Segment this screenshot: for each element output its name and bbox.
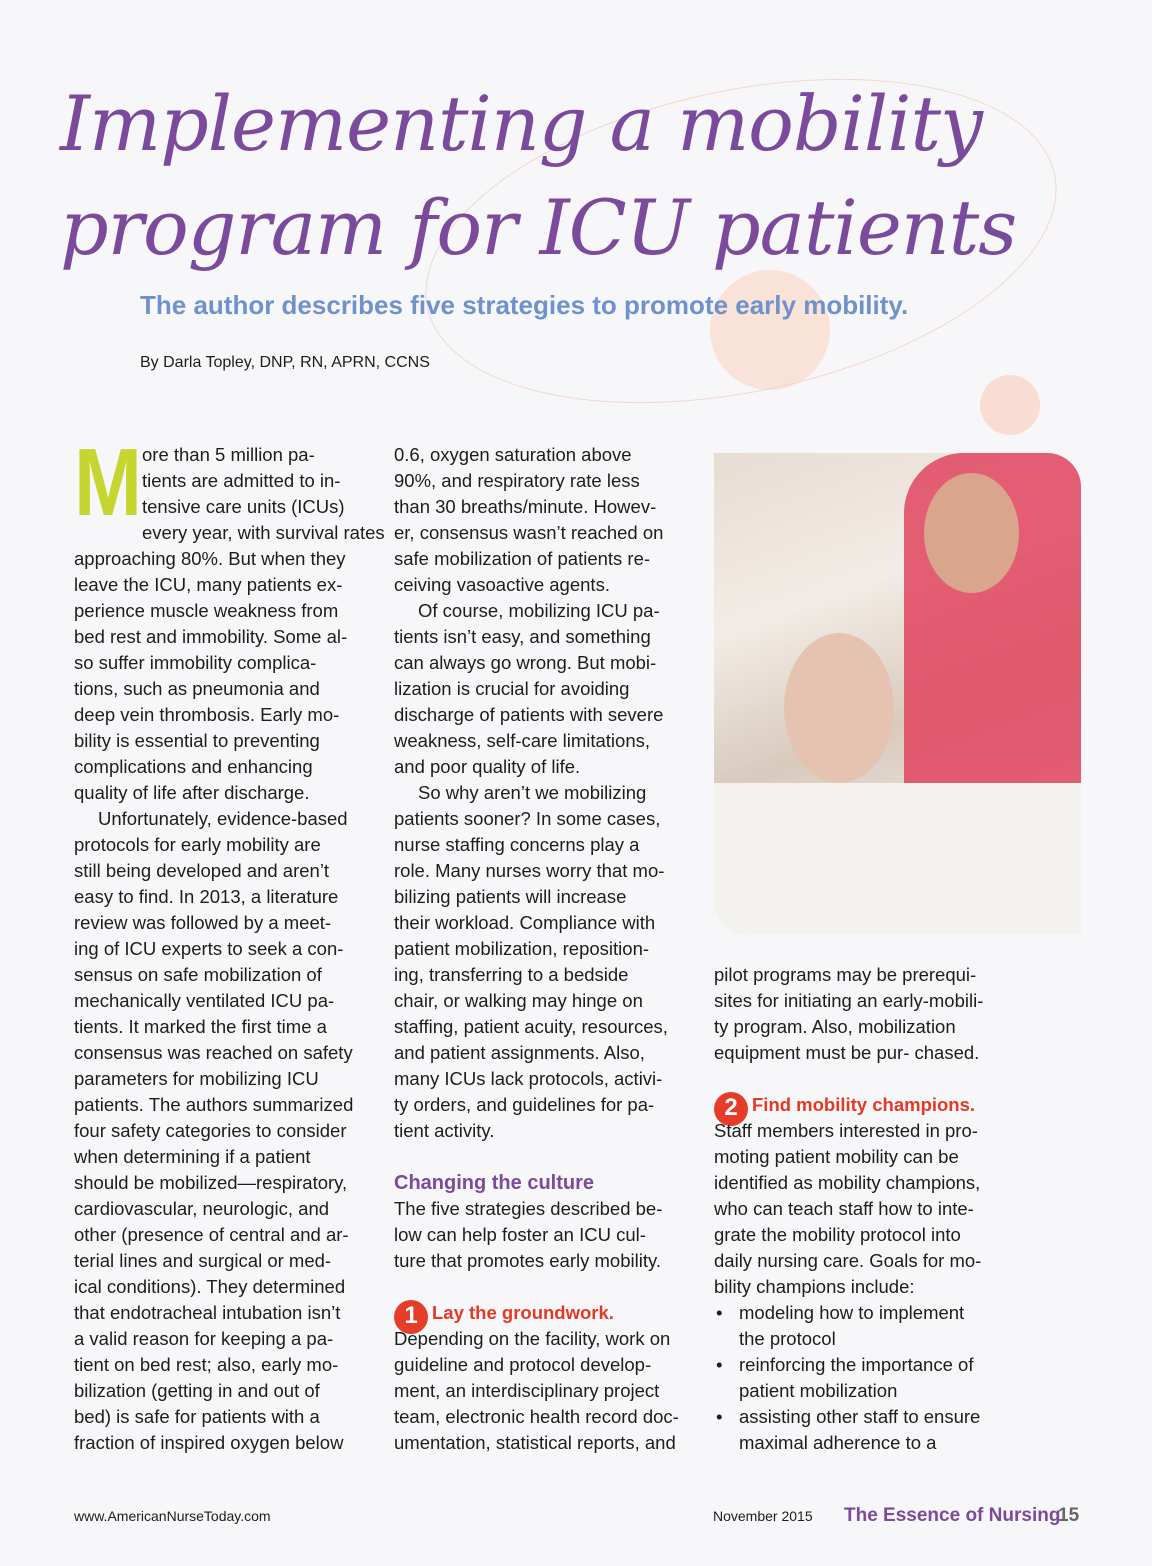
text-line-content: four safety categories to consider [74,1120,347,1141]
text-line [394,572,694,598]
text-line-content: guideline and protocol develop- [394,1354,652,1375]
text-line [394,858,694,884]
spacer [394,1144,694,1170]
text-line-content: patient mobilization [739,1380,898,1401]
text-line-content: ing of ICU experts to seek a con- [74,938,344,959]
text-line-content: ture that promotes early mobility. [394,1250,661,1271]
text-line [74,702,374,728]
text-line [394,1222,694,1248]
text-line-content: can always go wrong. But mobi- [394,652,657,673]
text-line-content: umentation, statistical reports, and [394,1432,676,1453]
text-line [714,1144,1014,1170]
text-line-content: ceiving vasoactive agents. [394,574,610,595]
drop-cap: M [74,429,142,536]
text-line-content: daily nursing care. Goals for mo- [714,1250,982,1271]
text-line-content: cardiovascular, neurologic, and [74,1198,330,1219]
text-line [394,1040,694,1066]
text-line [74,546,374,572]
text-line [74,1248,374,1274]
strategy-number-badge: 2 [714,1092,748,1126]
text-line-content: protocols for early mobility are [74,834,321,855]
text-line [394,884,694,910]
bullet-icon: • [716,1354,723,1375]
text-line-content: quality of life after discharge. [74,782,310,803]
text-line-content: perience muscle weakness from [74,600,339,621]
text-line [74,988,374,1014]
text-line [74,1040,374,1066]
footer-url: www.AmericanNurseToday.com [74,1508,271,1524]
text-line-content: low can help foster an ICU cul- [394,1224,646,1245]
text-line [714,1378,1014,1404]
text-line-content: team, electronic health record doc- [394,1406,679,1427]
text-line-content: maximal adherence to a [739,1432,937,1453]
text-line [394,1014,694,1040]
text-line-content: deep vein thrombosis. Early mo- [74,704,340,725]
text-line-content: discharge of patients with severe [394,704,664,725]
text-line [394,1248,694,1274]
spacer [394,1274,694,1300]
text-line-content: and poor quality of life. [394,756,581,777]
section-heading [394,1300,694,1329]
text-line-content: patient mobilization, reposition- [394,938,650,959]
text-line-content: bilization (getting in and out of [74,1380,320,1401]
text-line [394,468,694,494]
text-line-content: mechanically ventilated ICU pa- [74,990,335,1011]
text-line-content: tients are admitted to in- [142,470,341,491]
text-line-content: parameters for mobilizing ICU [74,1068,319,1089]
text-line-content: a valid reason for keeping a pa- [74,1328,334,1349]
text-line [394,546,694,572]
text-line [74,1378,374,1404]
text-line-content: ment, an interdisciplinary project [394,1380,660,1401]
text-column-1 [74,429,385,1456]
text-line-content: modeling how to implement [739,1302,965,1323]
text-line-content: ical conditions). They determined [74,1276,346,1297]
text-line [74,1014,374,1040]
text-line-content: nurse staffing concerns play a [394,834,640,855]
text-line-content: and patient assignments. Also, [394,1042,645,1063]
text-line [394,442,694,468]
text-line-content: 0.6, oxygen saturation above [394,444,632,465]
strategy-number-badge: 1 [394,1300,428,1334]
text-line [394,1118,694,1144]
text-line-content: consensus was reached on safety [74,1042,353,1063]
text-line-content: bed rest and immobility. Some al- [74,626,348,647]
text-line-content: grate the mobility protocol into [714,1224,961,1245]
text-line-content: Find mobility champions. [752,1094,976,1115]
text-line [74,754,374,780]
text-line-content: The five strategies described be- [394,1198,663,1219]
text-line-content: weakness, self-care limitations, [394,730,651,751]
text-line [394,754,694,780]
text-line-content: ore than 5 million pa- [142,444,315,465]
section-heading [394,1170,694,1196]
text-line [74,1144,374,1170]
text-line-content: safe mobilization of patients re- [394,548,651,569]
text-line [394,1092,694,1118]
text-line [714,1040,1014,1066]
text-line [714,1222,1014,1248]
text-line [74,1196,374,1222]
text-line [394,988,694,1014]
text-line [74,884,374,910]
text-line [394,676,694,702]
text-line [74,1092,374,1118]
text-line-content: Of course, mobilizing ICU pa- [418,600,660,621]
title-line: Implementing a mobility [60,79,982,168]
text-line-content: when determining if a patient [74,1146,311,1167]
text-line [74,1352,374,1378]
text-line [394,494,694,520]
text-line-content: tients isn’t easy, and something [394,626,651,647]
text-line-content: every year, with survival rates [142,522,385,543]
text-line-content: so suffer immobility complica- [74,652,317,673]
text-line-content: tients. It marked the first time a [74,1016,327,1037]
text-line [74,650,374,676]
text-line [74,676,374,702]
text-line-content: moting patient mobility can be [714,1146,959,1167]
text-line [714,962,1014,988]
text-line-content: assisting other staff to ensure [739,1406,981,1427]
text-line-content: many ICUs lack protocols, activi- [394,1068,663,1089]
text-line-content: equipment must be pur- chased. [714,1042,980,1063]
text-line-content: should be mobilized—respiratory, [74,1172,348,1193]
text-line [394,806,694,832]
text-line [714,1118,1014,1144]
text-line-content: ty orders, and guidelines for pa- [394,1094,655,1115]
text-line [394,1430,694,1456]
text-line-content: their workload. Compliance with [394,912,656,933]
text-line-content: who can teach staff how to inte- [714,1198,974,1219]
text-line [74,832,374,858]
text-line [394,702,694,728]
text-line-content: tient activity. [394,1120,495,1141]
text-line [74,806,374,832]
text-line [394,728,694,754]
text-line-content: sensus on safe mobilization of [74,964,322,985]
text-line [394,962,694,988]
title-line: program for ICU patients [60,183,1017,272]
bullet-icon: • [716,1406,723,1427]
text-line-content: other (presence of central and ar- [74,1224,349,1245]
text-line [74,910,374,936]
text-line [714,988,1014,1014]
text-line-content: role. Many nurses worry that mo- [394,860,665,881]
text-line [74,624,374,650]
text-line-content: bility is essential to preventing [74,730,320,751]
footer-section: The Essence of Nursing [844,1505,1061,1526]
text-line [74,1326,374,1352]
bullet-icon: • [716,1302,723,1323]
text-line-content: patients. The authors summarized [74,1094,354,1115]
text-line-content: bility champions include: [714,1276,915,1297]
photo-nurse-with-patient [714,453,1081,935]
footer-date: November 2015 [713,1508,813,1524]
text-line [74,1430,374,1456]
text-line-content: complications and enhancing [74,756,313,777]
text-line [394,650,694,676]
text-line [74,780,374,806]
text-line [74,1170,374,1196]
text-line [394,936,694,962]
text-line [714,1404,1014,1430]
text-line-content: the protocol [739,1328,836,1349]
text-line [394,520,694,546]
text-line [74,598,374,624]
text-line-content: er, consensus wasn’t reached on [394,522,664,543]
text-line [714,1352,1014,1378]
byline: By Darla Topley, DNP, RN, APRN, CCNS [140,354,430,371]
text-line-content: Unfortunately, evidence-based [98,808,348,829]
text-line [74,858,374,884]
text-line [394,910,694,936]
text-line-content: So why aren’t we mobilizing [418,782,647,803]
text-line-content: ing, transferring to a bedside [394,964,629,985]
text-line [394,1352,694,1378]
text-line-content: staffing, patient acuity, resources, [394,1016,668,1037]
text-line-content: still being developed and aren’t [74,860,330,881]
text-line-content: Lay the groundwork. [432,1302,614,1323]
text-line [714,1430,1014,1456]
text-line [74,572,374,598]
text-line-content: patients sooner? In some cases, [394,808,661,829]
text-line-content: Depending on the facility, work on [394,1328,671,1349]
text-line-content: ty program. Also, mobilization [714,1016,956,1037]
text-line [714,1170,1014,1196]
text-line [74,1118,374,1144]
text-line-content: 90%, and respiratory rate less [394,470,640,491]
text-line [74,1404,374,1430]
text-line-content: review was followed by a meet- [74,912,332,933]
text-line [394,1378,694,1404]
text-line-content: than 30 breaths/minute. Howev- [394,496,657,517]
text-line-content: Staff members interested in pro- [714,1120,978,1141]
text-line-content: pilot programs may be prerequi- [714,964,977,985]
text-line-content: approaching 80%. But when they [74,548,346,569]
text-line [74,1300,374,1326]
text-line-content: that endotracheal intubation isn’t [74,1302,341,1323]
text-line [714,1248,1014,1274]
text-line [394,1066,694,1092]
text-line [74,1066,374,1092]
text-line-content: identified as mobility champions, [714,1172,981,1193]
page-number: 15 [1058,1505,1080,1526]
text-column-2 [394,442,694,1456]
text-line [74,936,374,962]
text-line [394,624,694,650]
text-line [714,1274,1014,1300]
text-line [394,1196,694,1222]
section-heading [714,1092,1014,1121]
article-title [60,72,1016,280]
text-line [394,598,694,624]
text-line [394,780,694,806]
decorative-circle [980,375,1040,435]
text-line [394,1326,694,1352]
text-line [714,1300,1014,1326]
text-line-content: tient on bed rest; also, early mo- [74,1354,339,1375]
text-line-content: easy to find. In 2013, a literature [74,886,339,907]
text-line-content: reinforcing the importance of [739,1354,974,1375]
text-line [714,1326,1014,1352]
text-line-content: fraction of inspired oxygen below [74,1432,344,1453]
text-line-content: tensive care units (ICUs) [142,496,345,517]
text-column-3 [714,962,1014,1456]
spacer [714,1066,1014,1092]
text-line-content: tions, such as pneumonia and [74,678,320,699]
article-subtitle: The author describes five strategies to promote early mobility. [140,290,909,320]
text-line [74,1274,374,1300]
text-line [74,962,374,988]
text-line [74,728,374,754]
text-line [394,1404,694,1430]
text-line [394,832,694,858]
text-line-content: sites for initiating an early-mobili- [714,990,984,1011]
text-line-content: leave the ICU, many patients ex- [74,574,343,595]
text-line-content: bilizing patients will increase [394,886,627,907]
text-line-content: lization is crucial for avoiding [394,678,630,699]
text-line [74,1222,374,1248]
text-line [714,1196,1014,1222]
text-line [714,1014,1014,1040]
text-line-content: chair, or walking may hinge on [394,990,643,1011]
text-line-content: terial lines and surgical or med- [74,1250,332,1271]
text-line-content: Changing the culture [394,1172,594,1194]
text-line-content: bed) is safe for patients with a [74,1406,320,1427]
